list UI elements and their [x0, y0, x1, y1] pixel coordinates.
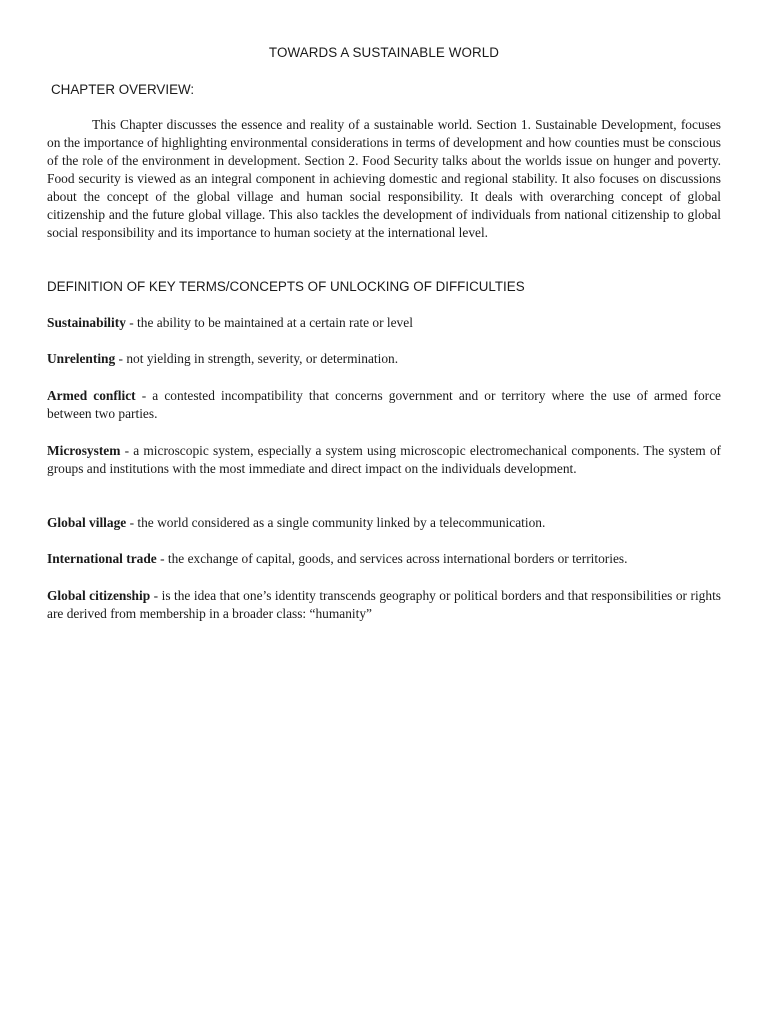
term-definition: - the world considered as a single community linked by a telecommunication.: [126, 515, 546, 530]
term-sustainability: [47, 314, 721, 332]
chapter-overview-paragraph: This Chapter discusses the essence and reality of a sustainable world. Section 1. Sustainable Development, focuses on the importance of highlighting environmental considerations in terms of development and how counties must be conscious of the role of the environment in development. Section 2. Food Security talks about the worlds issue on hunger and poverty. Food security is viewed as an integral component in achieving domestic and regional stability. It also focuses on discussions about the concept of the global village and human social responsibility. It deals with overarching concept of global citizenship and the future global village. This also tackles the development of individuals from national citizenship to global social responsibility and its importance to human society at the international level.: [47, 117, 721, 240]
term-armed-conflict: [47, 387, 721, 423]
term-international-trade: [47, 550, 721, 568]
term-label: International trade: [47, 551, 157, 566]
term-global-village: [47, 514, 721, 532]
term-global-citizenship: [47, 587, 721, 623]
document-page: [47, 0, 721, 1024]
term-definition: - the ability to be maintained at a certain rate or level: [125, 315, 413, 330]
term-unrelenting: [47, 350, 721, 368]
key-terms-heading: DEFINITION OF KEY TERMS/CONCEPTS OF UNLOCKING OF DIFFICULTIES: [47, 279, 525, 294]
term-label: Global citizenship: [47, 588, 151, 603]
term-definition: - a microscopic system, especially a system using microscopic electromechanical components. The system of groups and institutions with the most immediate and direct impact on the individuals development.: [47, 443, 721, 476]
document-title: TOWARDS A SUSTAINABLE WORLD: [268, 45, 500, 60]
term-label: Unrelenting: [47, 351, 116, 366]
term-microsystem: [47, 442, 721, 478]
term-label: Sustainability: [47, 315, 126, 330]
term-definition: - not yielding in strength, severity, or determination.: [115, 351, 399, 366]
term-label: Microsystem: [47, 443, 121, 458]
term-label: Global village: [47, 515, 127, 530]
chapter-overview-heading: CHAPTER OVERVIEW:: [51, 82, 195, 97]
term-definition: - is the idea that one’s identity transcends geography or political borders and that responsibilities or rights are derived from membership in a broader class: “humanity”: [47, 588, 721, 621]
term-label: Armed conflict: [47, 388, 136, 403]
term-definition: - a contested incompatibility that concerns government and or territory where the use of armed force between two parties.: [47, 388, 721, 421]
term-definition: - the exchange of capital, goods, and services across international borders or territories.: [156, 551, 628, 566]
